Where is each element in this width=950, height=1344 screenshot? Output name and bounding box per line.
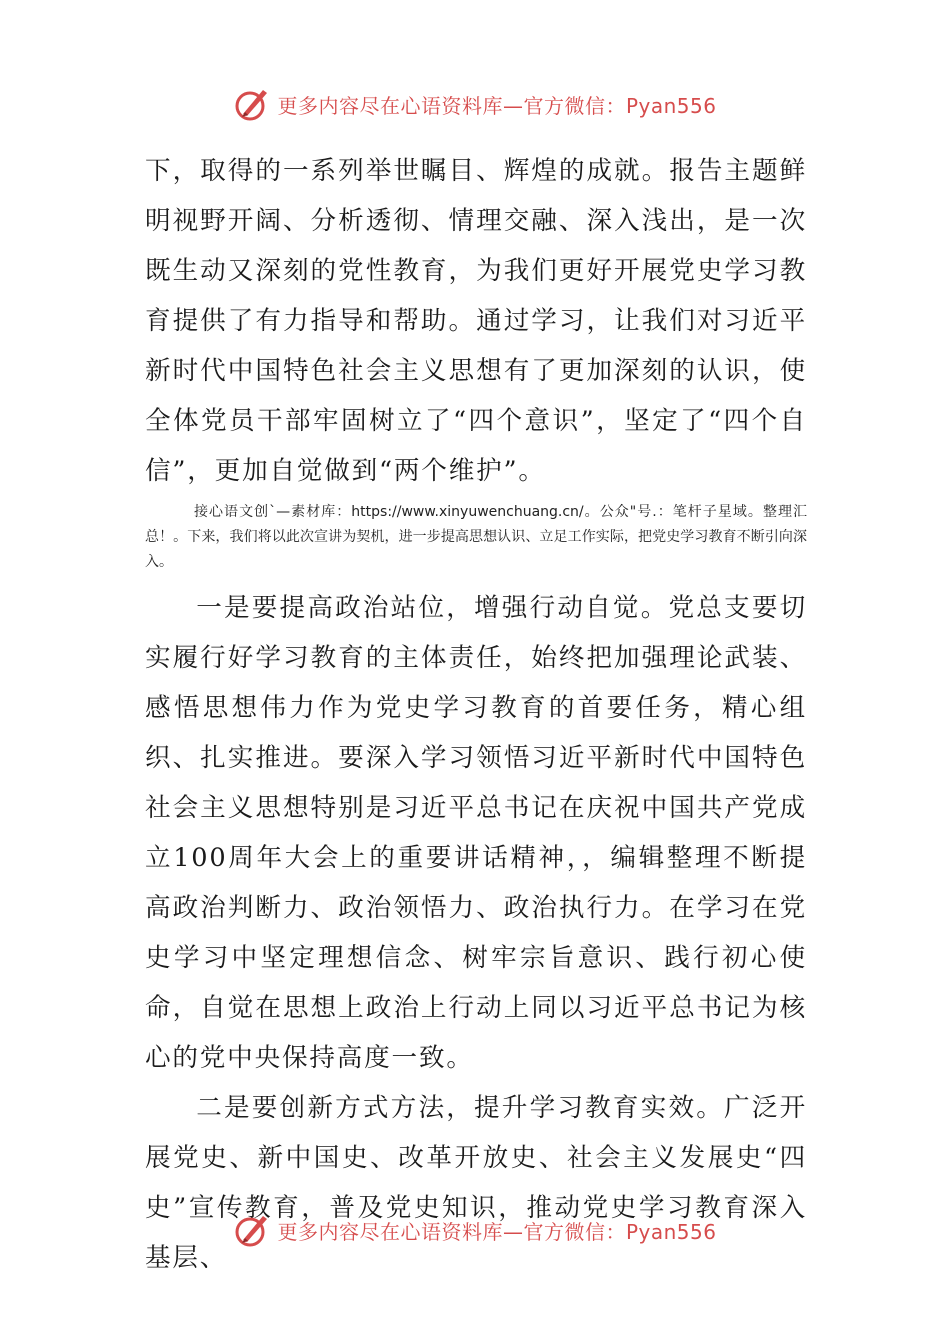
- paragraph-3: 二是要创新方式方法，提升学习教育实效。广泛开展党史、新中国史、改革开放史、社会主义发展史“四史”宣传教育，普及党史知识，推动党史学习教育深入基层、: [145, 1093, 807, 1273]
- footer-banner: [0, 1208, 950, 1252]
- paragraph-1: 下，取得的一系列举世瞩目、辉煌的成就。报告主题鲜明视野开阔、分析透彻、情理交融、深入浅出，是一次既生动又深刻的党性教育，为我们更好开展党史学习教育提供了有力指导和帮助。通过学习，让我们对习近平新时代中国特色社会主义思想有了更加深刻的认识，使全体党员干部牢固树立了“四个意识”，坚定了“四个自信”，更加自觉做到“两个维护”。: [145, 156, 807, 486]
- header-banner: [0, 82, 950, 126]
- quill-pen-circle-icon: [233, 1210, 273, 1250]
- paragraph-2: 一是要提高政治站位，增强行动自觉。党总支要切实履行好学习教育的主体责任，始终把加强理论武装、感悟思想伟力作为党史学习教育的首要任务，精心组织、扎实推进。要深入学习领悟习近平新时代中国特色社会主义思想特别是习近平总书记在庆祝中国共产党成立100周年大会上的重要讲话精神，，编辑整理不断提高政治判断力、政治领悟力、政治执行力。在学习在党史学习中坚定理想信念、树牢宗旨意识、践行初心使命，自觉在思想上政治上行动上同以习近平总书记为核心的党中央保持高度一致。: [145, 593, 807, 1073]
- document-body: [145, 146, 807, 1283]
- header-text: 更多内容尽在心语资料库—官方微信：Pyan556: [277, 93, 717, 118]
- source-note: 接心语文创`—素材库：https://www.xinyuwenchuang.cn/。公众"号.：笔杆子星域。整理汇总！。下来，我们将以此次宣讲为契机，进一步提高思想认识、立足工作实际，把党史学习教育不断引向深入。: [145, 504, 807, 570]
- footer-text: 更多内容尽在心语资料库—官方微信：Pyan556: [277, 1219, 717, 1244]
- quill-pen-circle-icon: [233, 84, 273, 124]
